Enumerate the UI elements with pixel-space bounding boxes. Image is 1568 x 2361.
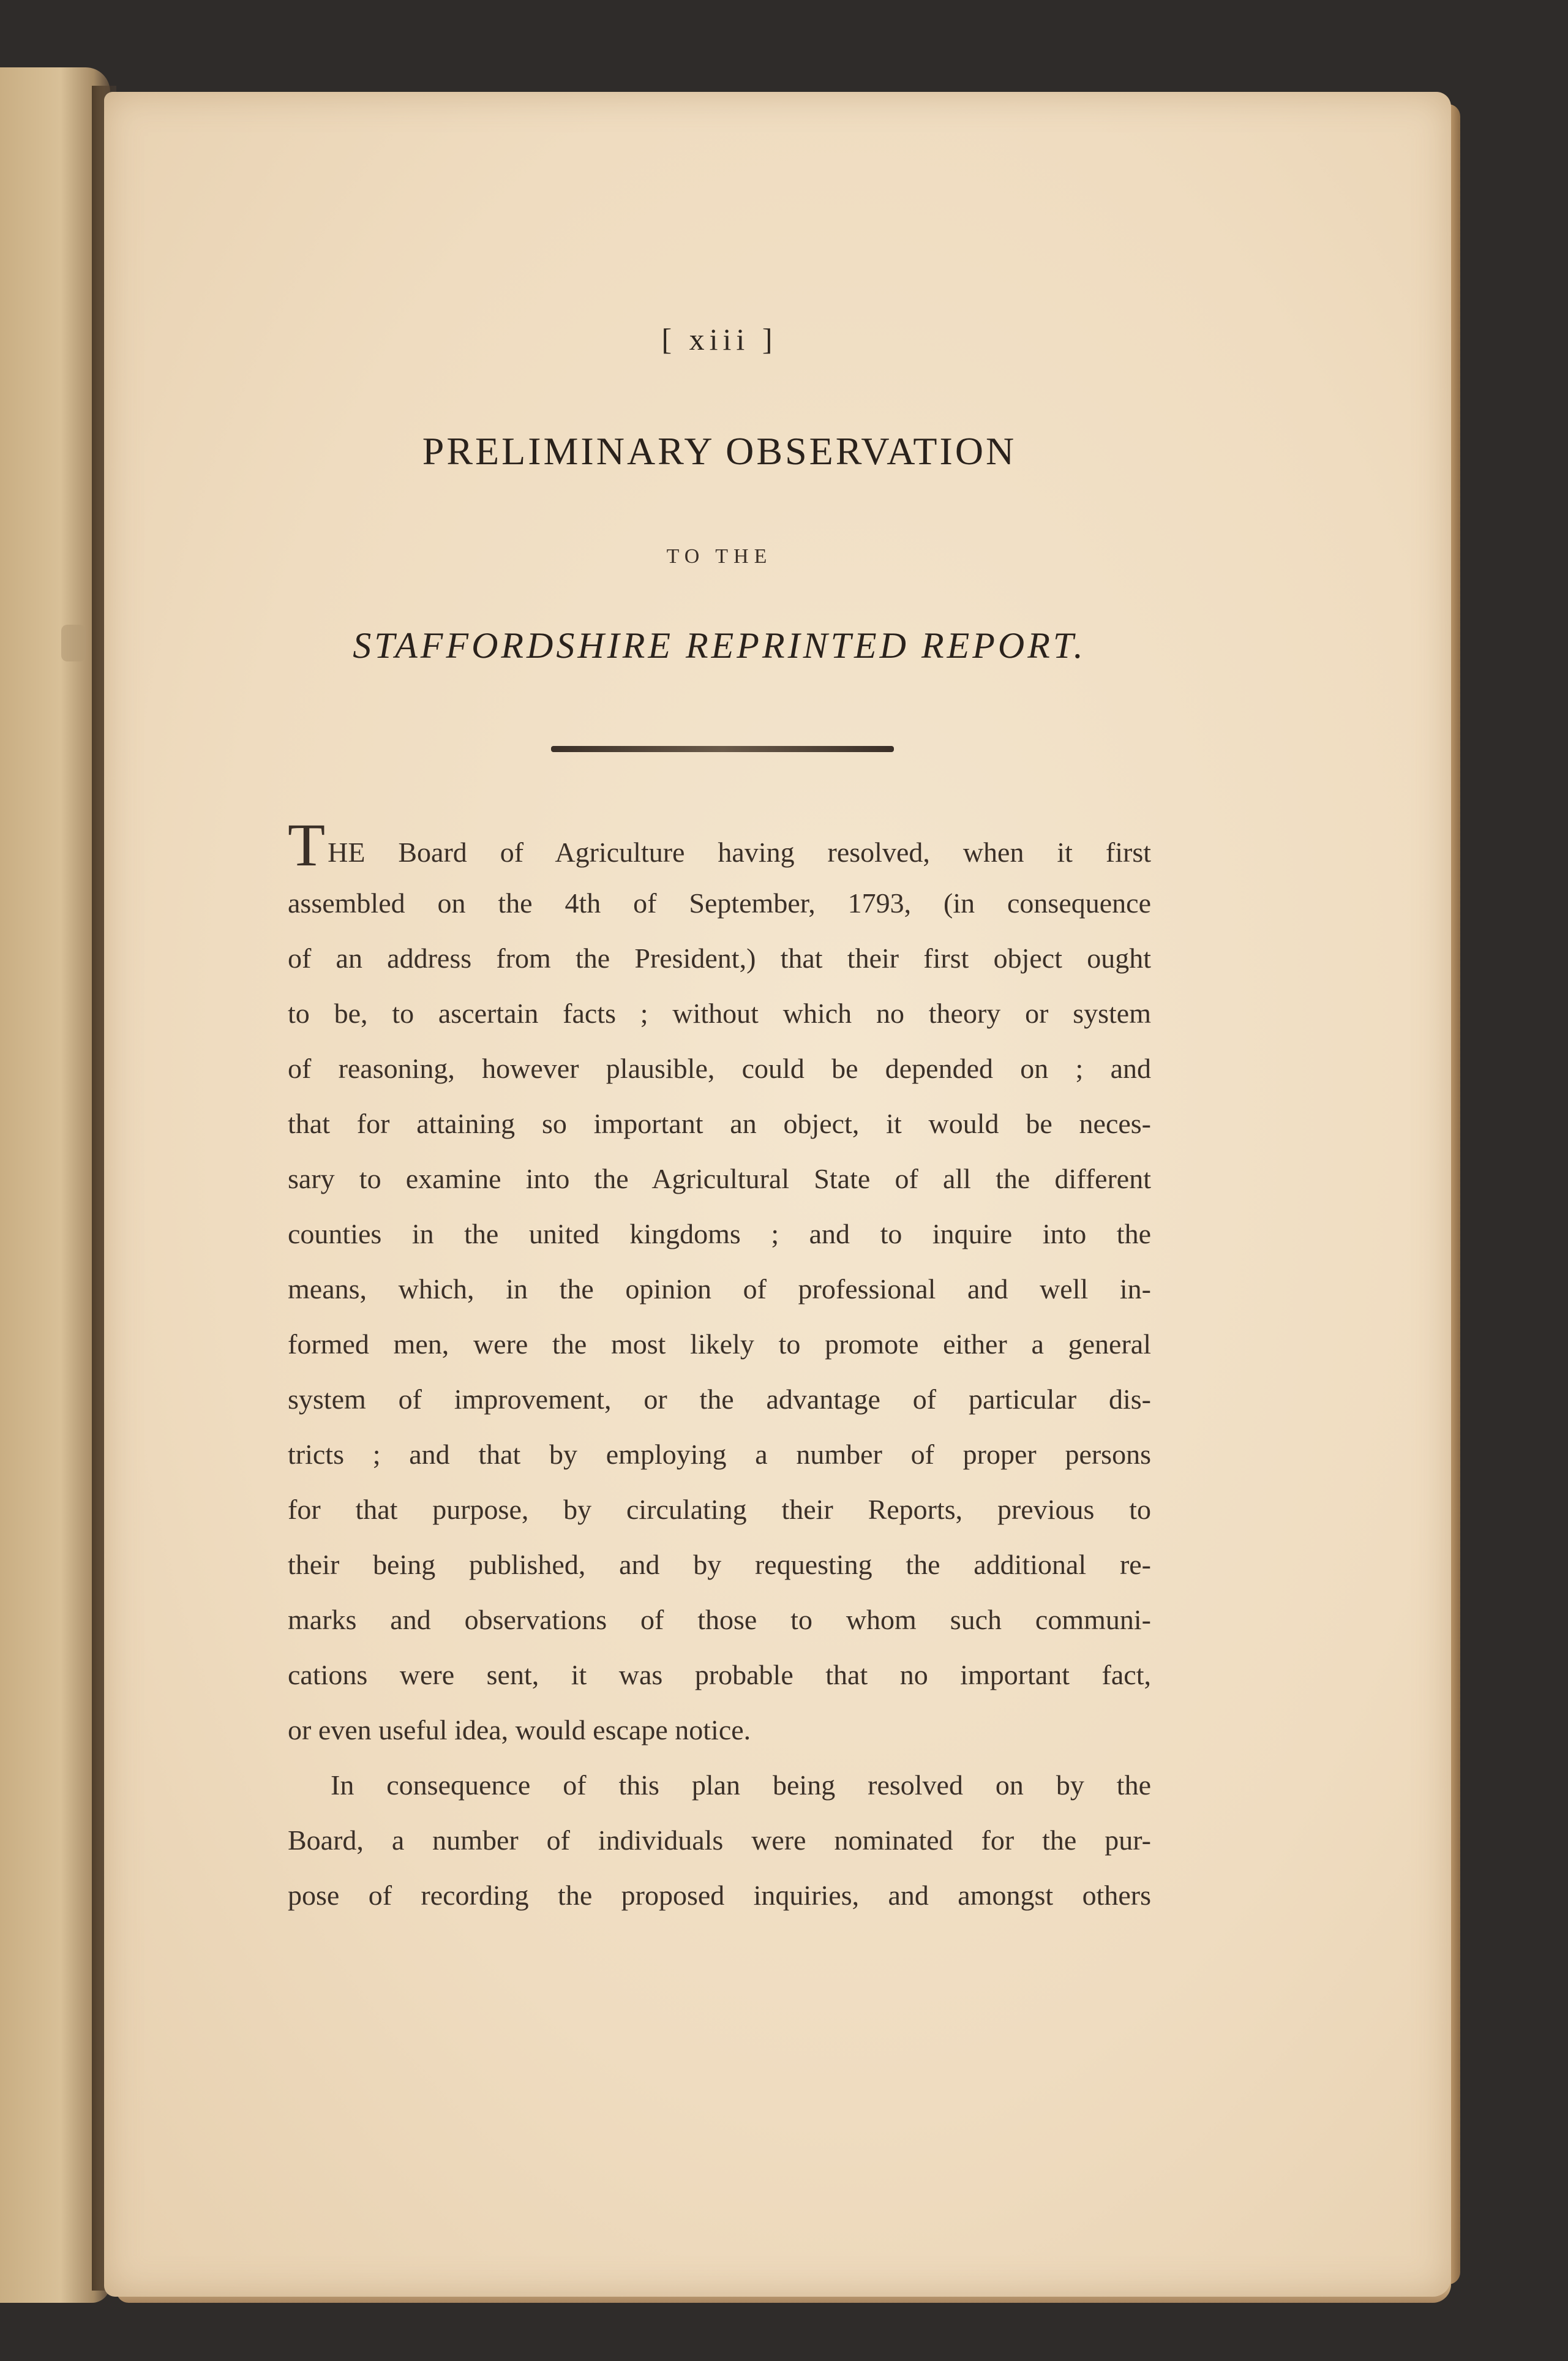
text-line: for that purpose, by circulating their Reports, previous to bbox=[288, 1494, 1151, 1525]
text-line: sary to examine into the Agricultural State of all the different bbox=[288, 1163, 1151, 1194]
text-line: assembled on the 4th of September, 1793, (in consequence bbox=[288, 887, 1151, 919]
page-stain bbox=[61, 625, 86, 661]
text-line: In consequence of this plan being resolved on by the bbox=[331, 1769, 1151, 1801]
text-line: Board, a number of individuals were nominated for the pur- bbox=[288, 1824, 1151, 1856]
decorative-rule bbox=[551, 746, 894, 752]
text-line: or even useful idea, would escape notice. bbox=[288, 1714, 751, 1745]
text-line: marks and observations of those to whom such communi- bbox=[288, 1604, 1151, 1635]
body-text bbox=[288, 811, 1151, 1923]
text-line: tricts ; and that by employing a number of proper persons bbox=[288, 1439, 1151, 1470]
title-connector: TO THE bbox=[666, 545, 773, 568]
text-line: their being published, and by requesting the additional re- bbox=[288, 1549, 1151, 1580]
text-line: of an address from the President,) that their first object ought bbox=[288, 943, 1151, 974]
text-line: to be, to ascertain facts ; without which no theory or system bbox=[288, 998, 1151, 1029]
text-line: that for attaining so important an object, it would be neces- bbox=[288, 1108, 1151, 1139]
text-line: formed men, were the most likely to promote either a general bbox=[288, 1328, 1151, 1360]
text-line: of reasoning, however plausible, could be depended on ; and bbox=[288, 1053, 1151, 1084]
text-line: cations were sent, it was probable that no important fact, bbox=[288, 1659, 1151, 1690]
page-subtitle: STAFFORDSHIRE REPRINTED REPORT. bbox=[353, 625, 1086, 666]
text-line: system of improvement, or the advantage of particular dis- bbox=[288, 1384, 1151, 1415]
text-line: means, which, in the opinion of professional and well in- bbox=[288, 1273, 1151, 1305]
text-line: pose of recording the proposed inquiries, and amongst others bbox=[288, 1880, 1151, 1911]
drop-cap: T bbox=[288, 811, 326, 879]
page-number: [ xiii ] bbox=[661, 322, 778, 356]
page-title: PRELIMINARY OBSERVATION bbox=[422, 429, 1017, 473]
text-line: counties in the united kingdoms ; and to inquire into the bbox=[288, 1218, 1151, 1249]
text-line: THE Board of Agriculture having resolved, when it first bbox=[288, 811, 1151, 879]
